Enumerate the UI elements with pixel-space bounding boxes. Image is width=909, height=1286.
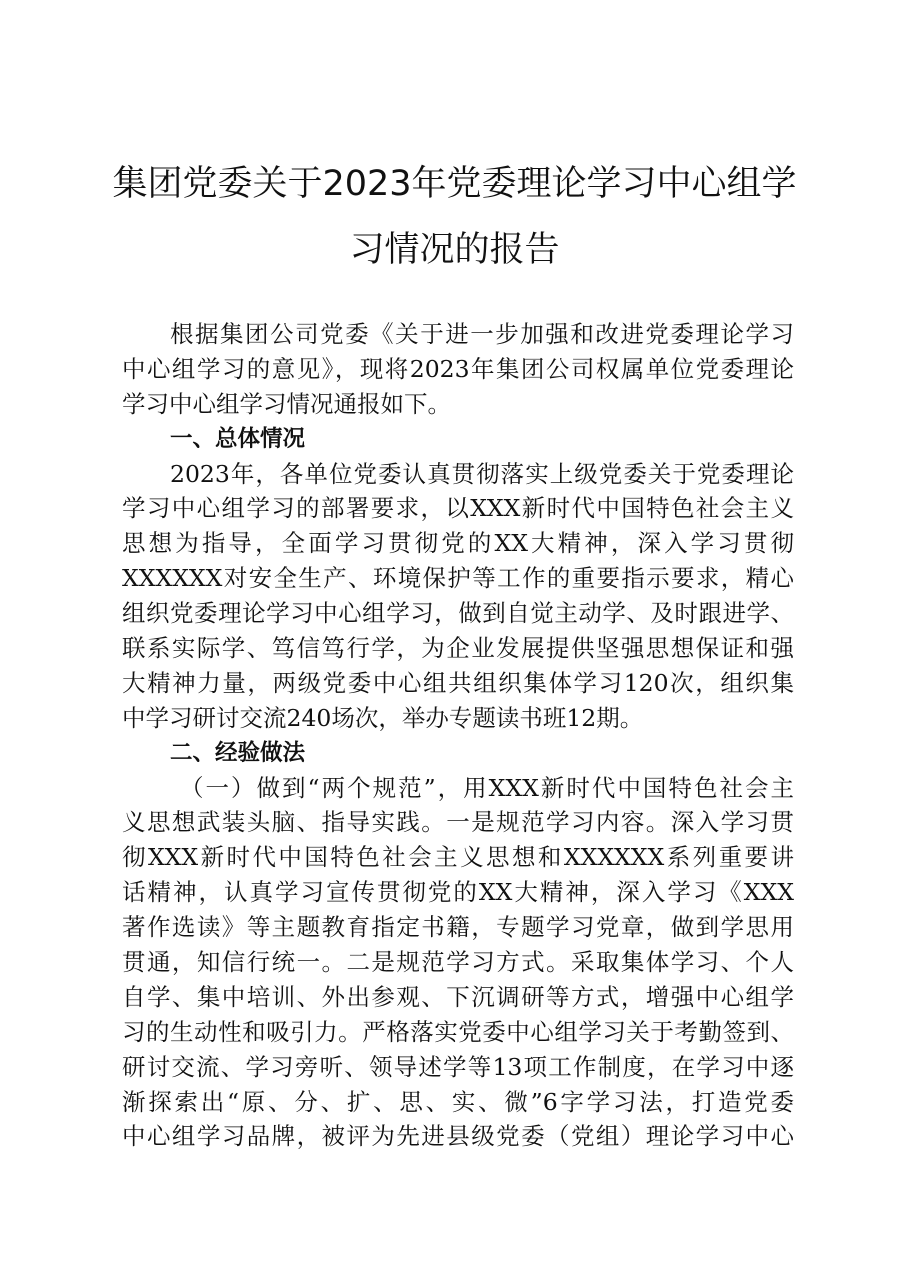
section-1-heading: 一、总体情况 xyxy=(170,425,306,452)
section-2-line-3: 彻XXX新时代中国特色社会主义思想和XXXXXX系列重要讲 xyxy=(122,843,794,872)
section-2-line-9: 研讨交流、学习旁听、领导述学等13项工作制度，在学习中逐 xyxy=(122,1052,794,1081)
document-body xyxy=(122,317,794,1154)
section-2-line-8: 习的生动性和吸引力。严格落实党委中心组学习关于考勤签到、 xyxy=(122,1017,794,1046)
document-title-line-1: 集团党委关于2023年党委理论学习中心组学 xyxy=(112,164,797,204)
document-title-line-2: 习情况的报告 xyxy=(349,230,560,270)
section-2-heading: 二、经验做法 xyxy=(170,739,306,766)
intro-line-2: 中心组学习的意见》，现将2023年集团公司权属单位党委理论 xyxy=(122,354,794,383)
section-2-line-7: 自学、集中培训、外出参观、下沉调研等方式，增强中心组学 xyxy=(122,982,794,1011)
section-2-line-4: 话精神，认真学习宣传贯彻党的XX大精神，深入学习《XXX xyxy=(122,878,794,907)
section-1-line-3: 思想为指导，全面学习贯彻党的XX大精神，深入学习贯彻 xyxy=(122,529,794,558)
section-1-line-5: 组织党委理论学习中心组学习，做到自觉主动学、及时跟进学、 xyxy=(122,599,794,628)
section-2-line-5: 著作选读》等主题教育指定书籍，专题学习党章，做到学思用 xyxy=(122,913,794,942)
section-1-line-1: 2023年，各单位党委认真贯彻落实上级党委关于党委理论 xyxy=(170,459,794,488)
section-1-line-2: 学习中心组学习的部署要求，以XXX新时代中国特色社会主义 xyxy=(122,494,794,523)
intro-line-3: 学习中心组学习情况通报如下。 xyxy=(122,389,451,418)
section-2-line-1: （一）做到“两个规范”，用XXX新时代中国特色社会主 xyxy=(180,773,794,802)
intro-line-1: 根据集团公司党委《关于进一步加强和改进党委理论学习 xyxy=(170,320,794,348)
section-1-line-8: 中学习研讨交流240场次，举办专题读书班12期。 xyxy=(122,703,644,732)
section-2-line-11: 中心组学习品牌，被评为先进县级党委（党组）理论学习中心 xyxy=(122,1122,794,1151)
section-2-line-2: 义思想武装头脑、指导实践。一是规范学习内容。深入学习贯 xyxy=(122,808,794,837)
section-2-line-10: 渐探索出“原、分、扩、思、实、微”6字学习法，打造党委 xyxy=(122,1087,794,1116)
section-1-line-7: 大精神力量，两级党委中心组共组织集体学习120次，组织集 xyxy=(122,668,794,697)
section-2-line-6: 贯通，知信行统一。二是规范学习方式。采取集体学习、个人 xyxy=(122,948,794,977)
section-1-line-4: XXXXXX对安全生产、环境保护等工作的重要指示要求，精心 xyxy=(122,564,794,593)
section-1-line-6: 联系实际学、笃信笃行学，为企业发展提供坚强思想保证和强 xyxy=(122,634,794,663)
